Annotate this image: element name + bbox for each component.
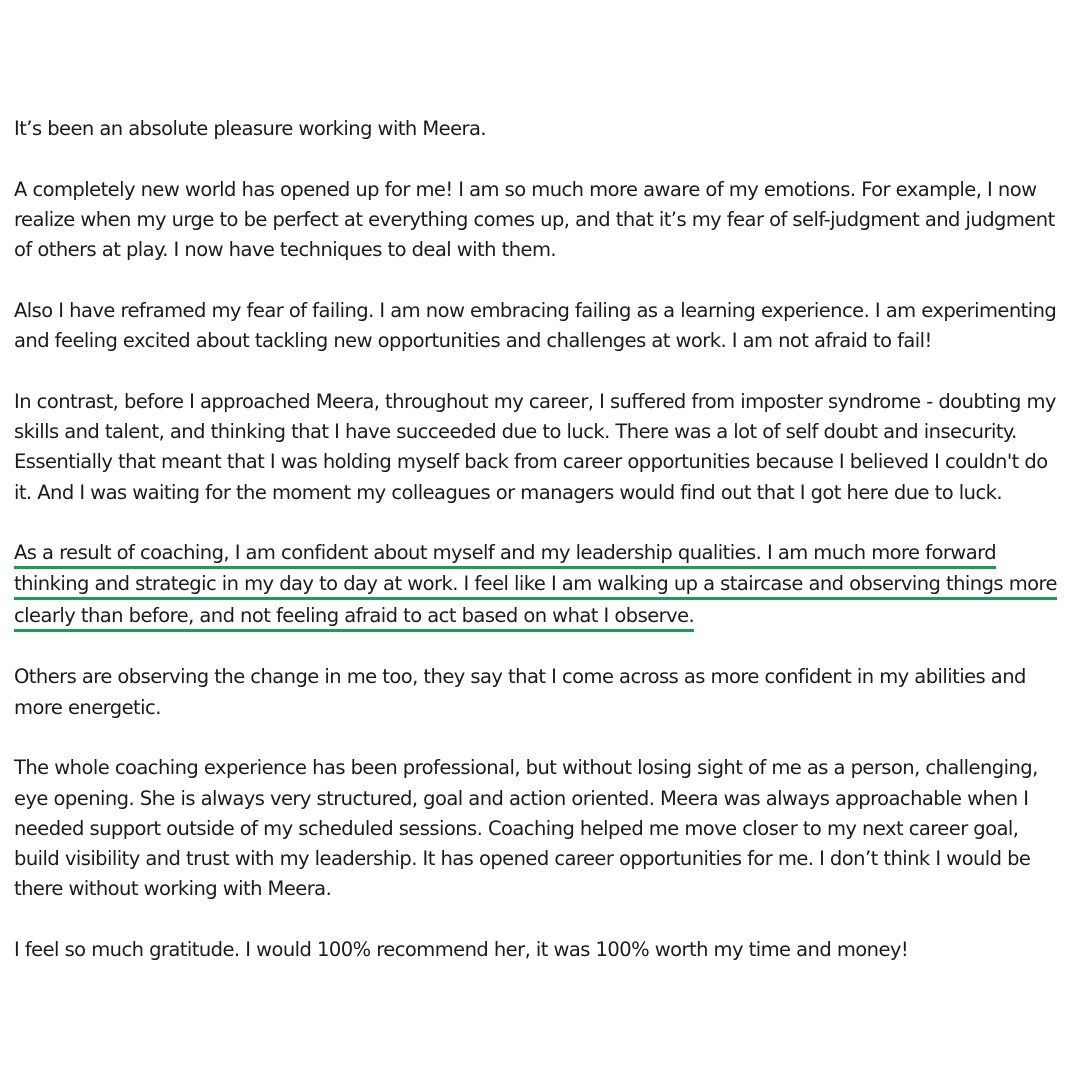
text-line: skills and talent, and thinking that I have succeeded due to luck. There was a lot of self doubt and insecurity. (14, 419, 1017, 443)
text-line: of others at play. I now have techniques to deal with them. (14, 238, 557, 262)
highlighted-line: As a result of coaching, I am confident about myself and my leadership qualities. I am much more forward (14, 539, 996, 569)
text-line: The whole coaching experience has been professional, but without losing sight of me as a person, challenging, (14, 756, 1038, 780)
paragraph-contrast (14, 387, 1072, 508)
text-line: Essentially that meant that I was holding myself back from career opportunities because I believed I couldn't do (14, 450, 1048, 474)
paragraph-gratitude (14, 935, 1072, 965)
text-line: Also I have reframed my fear of failing. I am now embracing failing as a learning experience. I am experimenting (14, 298, 1057, 322)
text-line: A completely new world has opened up for me! I am so much more aware of my emotions. For example, I now (14, 177, 1037, 201)
text-line: there without working with Meera. (14, 877, 332, 901)
text-line: and feeling excited about tackling new opportunities and challenges at work. I am not afraid to fail! (14, 329, 932, 353)
text-line: it. And I was waiting for the moment my colleagues or managers would find out that I got here due to luck. (14, 480, 1003, 504)
text-line: more energetic. (14, 695, 161, 719)
highlighted-line: clearly than before, and not feeling afraid to act based on what I observe. (14, 602, 694, 632)
text-line: needed support outside of my scheduled sessions. Coaching helped me move closer to my next career goal, (14, 816, 1019, 840)
paragraph-reframed (14, 296, 1072, 357)
paragraph-highlighted-result (14, 538, 1072, 632)
highlighted-line: thinking and strategic in my day to day at work. I feel like I am walking up a staircase and observing things more (14, 570, 1057, 600)
text-line: In contrast, before I approached Meera, throughout my career, I suffered from imposter syndrome - doubting my (14, 389, 1056, 413)
text-line: build visibility and trust with my leadership. It has opened career opportunities for me. I don’t think I would be (14, 847, 1031, 871)
text-line: eye opening. She is always very structured, goal and action oriented. Meera was always approachable when I (14, 786, 1029, 810)
text-line: I feel so much gratitude. I would 100% recommend her, it was 100% worth my time and money! (14, 938, 909, 962)
paragraph-others (14, 662, 1072, 723)
text-line: realize when my urge to be perfect at everything comes up, and that it’s my fear of self-judgment and judgment (14, 207, 1055, 231)
text-line: Others are observing the change in me too, they say that I come across as more confident in my abilities and (14, 665, 1026, 689)
paragraph-experience (14, 753, 1072, 904)
testimonial-document (14, 114, 1072, 996)
paragraph-greeting (14, 114, 1072, 144)
paragraph-new-world (14, 175, 1072, 266)
text-line: It’s been an absolute pleasure working with Meera. (14, 117, 487, 140)
